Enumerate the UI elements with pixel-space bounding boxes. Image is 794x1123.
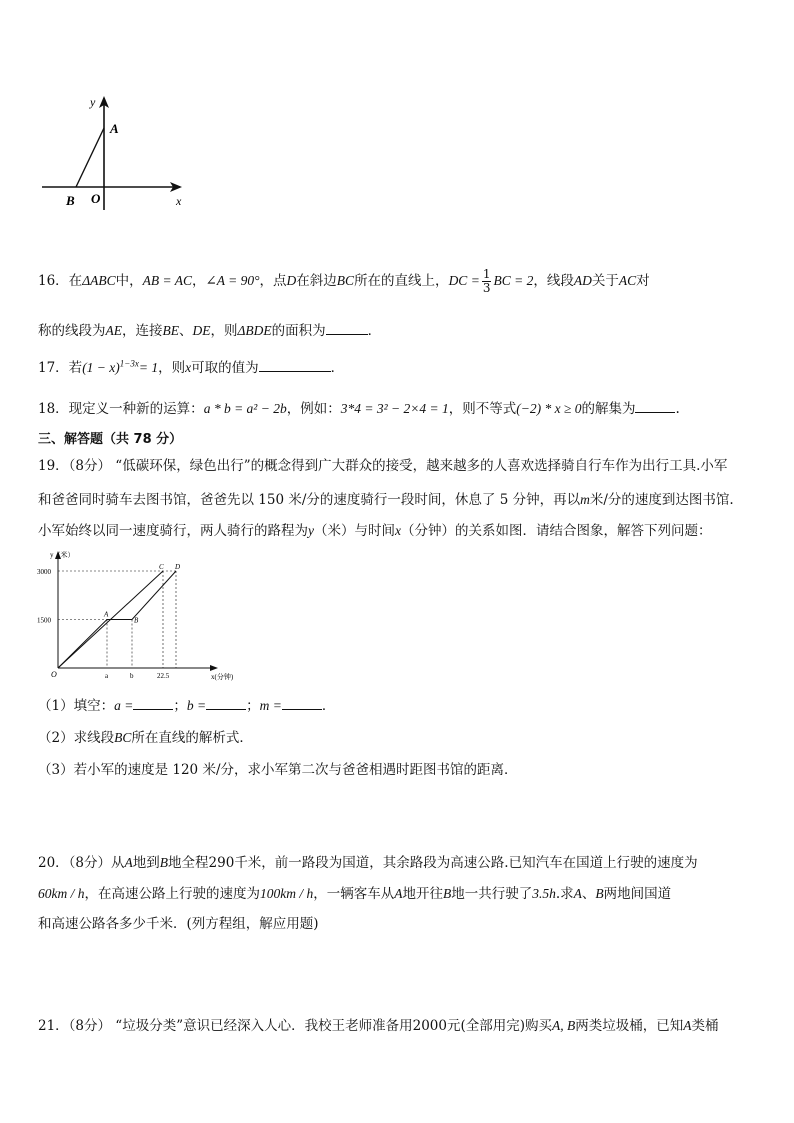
q16-text: 、	[179, 323, 193, 339]
q20-distance: 290	[208, 855, 235, 871]
q16-text: ，则	[210, 323, 238, 339]
q16-bc: BC	[336, 273, 355, 288]
q20-text: ，一辆客车从	[313, 886, 395, 902]
q19-x: x	[395, 523, 401, 538]
q19-bc: BC	[114, 730, 132, 745]
question-19-sub1	[38, 694, 335, 714]
q21-text: 类桶	[691, 1018, 719, 1034]
q17-x: x	[185, 360, 192, 375]
question-18	[38, 397, 680, 417]
q16-text: 的面积为	[271, 323, 326, 339]
q18-text: ，则不等式	[448, 401, 517, 417]
q18-answer-blank[interactable]	[635, 400, 675, 413]
y-axis-label: y	[90, 95, 96, 109]
question-19-line3	[38, 519, 712, 539]
q16-point-d: D	[286, 273, 297, 288]
q20-text: 两地间国道	[603, 886, 672, 902]
chart-point-c: C	[159, 563, 164, 571]
figure-coordinate-sketch	[36, 92, 196, 212]
q19-text: （分钟）的关系如图．请结合图象，解答下列问题：	[401, 523, 712, 539]
q19-a-label: a =	[114, 698, 134, 713]
q20-b: B	[595, 886, 604, 901]
q21-ab: A, B	[552, 1018, 576, 1033]
q19-a-blank[interactable]	[133, 697, 173, 710]
q16-eq-ab-ac: AB = AC	[142, 273, 192, 288]
q20-text: ，在高速公路上行驶的速度为	[84, 886, 260, 902]
q19-text: 米/分的速度到达图书馆.	[589, 492, 734, 508]
q16-number: 16．在	[38, 273, 83, 289]
question-19-line1: 19．（8分） “低碳环保，绿色出行”的概念得到广大群众的接受，越来越多的人喜欢选择骑自行车作为出行工具.小军	[38, 458, 728, 474]
q18-inequality: (−2) * x ≥ 0	[516, 401, 582, 416]
q21-text: 元(全部用完)购买	[446, 1018, 553, 1034]
question-16-line2	[38, 319, 381, 339]
chart-y-tick-3000: 3000	[37, 568, 51, 576]
distance-time-chart	[36, 543, 256, 683]
q19-text: 所在直线的解析式．	[131, 730, 253, 746]
q20-text: .求	[555, 886, 574, 902]
q20-text: 地开往	[402, 886, 443, 902]
q19-text: 小军始终以同一速度骑行，两人骑行的路程为	[38, 523, 308, 539]
section-title: 三、解答题（共 78 分）	[38, 432, 183, 447]
q16-ad: AD	[573, 273, 592, 288]
q20-text: 千米，前一路段为国道，其余路段为高速公路.已知汽车在国道上行驶的速度为	[234, 855, 698, 871]
q19-text: （2）求线段	[38, 730, 115, 746]
q16-text: 称的线段为	[38, 323, 106, 339]
q20-speed2: 100km / h	[260, 886, 314, 901]
q17-number: 17．若	[38, 360, 83, 376]
q19-text: （1）填空：	[38, 698, 115, 714]
q19-text: ；	[246, 698, 260, 714]
q16-bc-eq: BC = 2	[493, 273, 534, 288]
q19-text: 和爸爸同时骑车去图书馆，爸爸先以 150 米/分的速度骑行一段时间，休息了 5 分钟，再以	[38, 492, 581, 508]
q21-text: 两类垃圾桶，已知	[575, 1018, 684, 1034]
q20-a: A	[394, 886, 403, 901]
q19-text: （米）与时间	[314, 523, 395, 539]
q16-text: ．	[367, 323, 382, 339]
question-19-sub2	[38, 726, 253, 746]
q18-text: 的解集为	[581, 401, 636, 417]
chart-y-label: y（米）	[50, 551, 75, 559]
q20-text: 地全程	[168, 855, 209, 871]
q19-m: m	[580, 492, 590, 507]
q21-money: 2000	[412, 1018, 447, 1034]
question-19-line2	[38, 488, 734, 508]
question-19-sub3: （3）若小军的速度是 120 米/分，求小军第二次与爸爸相遇时距图书馆的距离．	[38, 762, 518, 778]
chart-series-xiaojun	[58, 571, 163, 668]
question-20-line3: 和高速公路各多少千米．(列方程组，解应用题)	[38, 916, 319, 932]
q16-answer-blank[interactable]	[326, 322, 368, 335]
question-17	[38, 356, 344, 376]
q17-answer-blank[interactable]	[259, 359, 331, 372]
x-axis-label: x	[176, 194, 182, 208]
q16-text: 中，	[115, 273, 143, 289]
q18-text: ，例如：	[286, 401, 341, 417]
q16-fraction	[482, 268, 492, 295]
question-16-line1	[38, 268, 650, 295]
q19-m-label: m =	[259, 698, 282, 713]
q17-text: ．	[330, 360, 345, 376]
chart-x-tick-a: a	[105, 672, 109, 680]
q21-a: A	[683, 1018, 692, 1033]
chart-y-tick-1500: 1500	[37, 616, 51, 625]
fraction-numerator: 1	[482, 267, 491, 281]
segment-ab	[76, 128, 104, 187]
q20-b: B	[159, 855, 169, 870]
q16-text: 所在的直线上，	[354, 273, 449, 289]
q16-text: 关于	[591, 273, 619, 289]
question-20-line1	[38, 851, 698, 871]
q16-de: DE	[192, 323, 211, 338]
q19-y: y	[308, 523, 314, 538]
q18-definition: a * b = a² − 2b	[203, 401, 287, 416]
q20-text: 20．（8分）从	[38, 855, 125, 871]
q19-text: ；	[173, 698, 187, 714]
q16-triangle-bde: ΔBDE	[237, 323, 272, 338]
q16-ac: AC	[618, 273, 637, 288]
q16-text: ，线段	[533, 273, 574, 289]
q20-a: A	[124, 855, 133, 870]
q16-text: ，	[191, 273, 206, 289]
q16-be: BE	[162, 323, 179, 338]
chart-x-label: x(分钟)	[211, 673, 234, 681]
chart-point-d: D	[175, 563, 181, 571]
q17-base: (1 − x)	[82, 360, 120, 375]
q17-text: 可取的值为	[191, 360, 259, 376]
chart-origin-label: O	[51, 670, 57, 679]
question-20-line2	[38, 882, 671, 902]
q19-b-label: b =	[186, 698, 207, 713]
q16-text: ，连接	[122, 323, 163, 339]
origin-label: O	[91, 191, 101, 206]
q16-ae: AE	[105, 323, 122, 338]
q19-text: ．	[321, 698, 336, 714]
q20-text: 地一共行驶了	[451, 886, 533, 902]
chart-x-tick-b: b	[130, 672, 134, 680]
chart-point-b: B	[134, 616, 139, 625]
q18-number: 18．现定义一种新的运算：	[38, 401, 204, 417]
q16-text: ，点	[259, 273, 287, 289]
question-21-line1	[38, 1014, 719, 1034]
q20-text: 地到	[132, 855, 160, 871]
q20-a: A	[573, 886, 582, 901]
point-b-label: B	[66, 193, 75, 208]
point-a-label: A	[110, 121, 119, 136]
q17-eq: = 1	[138, 360, 159, 375]
q20-time: 3.5h	[532, 886, 556, 901]
q19-m-blank[interactable]	[282, 697, 322, 710]
q18-text: .	[675, 401, 680, 417]
q18-example: 3*4 = 3² − 2×4 = 1	[340, 401, 449, 416]
q16-triangle-abc: ΔABC	[82, 273, 116, 288]
chart-x-arrow	[210, 665, 218, 671]
q20-text: 、	[581, 886, 596, 902]
q16-angle-a: ∠A = 90°	[205, 273, 260, 288]
q16-dc: DC =	[448, 273, 480, 288]
fraction-denominator: 3	[482, 281, 491, 295]
chart-point-a: A	[104, 610, 109, 619]
chart-x-tick-22-5: 22.5	[157, 672, 170, 680]
q21-text: 21．（8分） “垃圾分类”意识已经深入人心．我校王老师准备用	[38, 1018, 413, 1034]
q19-b-blank[interactable]	[206, 697, 246, 710]
q16-text: 对	[636, 273, 650, 289]
q16-text: 在斜边	[296, 273, 337, 289]
q17-exponent: 1−3x	[119, 358, 139, 369]
q20-speed1: 60km / h	[38, 886, 85, 901]
q20-b: B	[443, 886, 452, 901]
q17-text: ，则	[158, 360, 186, 376]
